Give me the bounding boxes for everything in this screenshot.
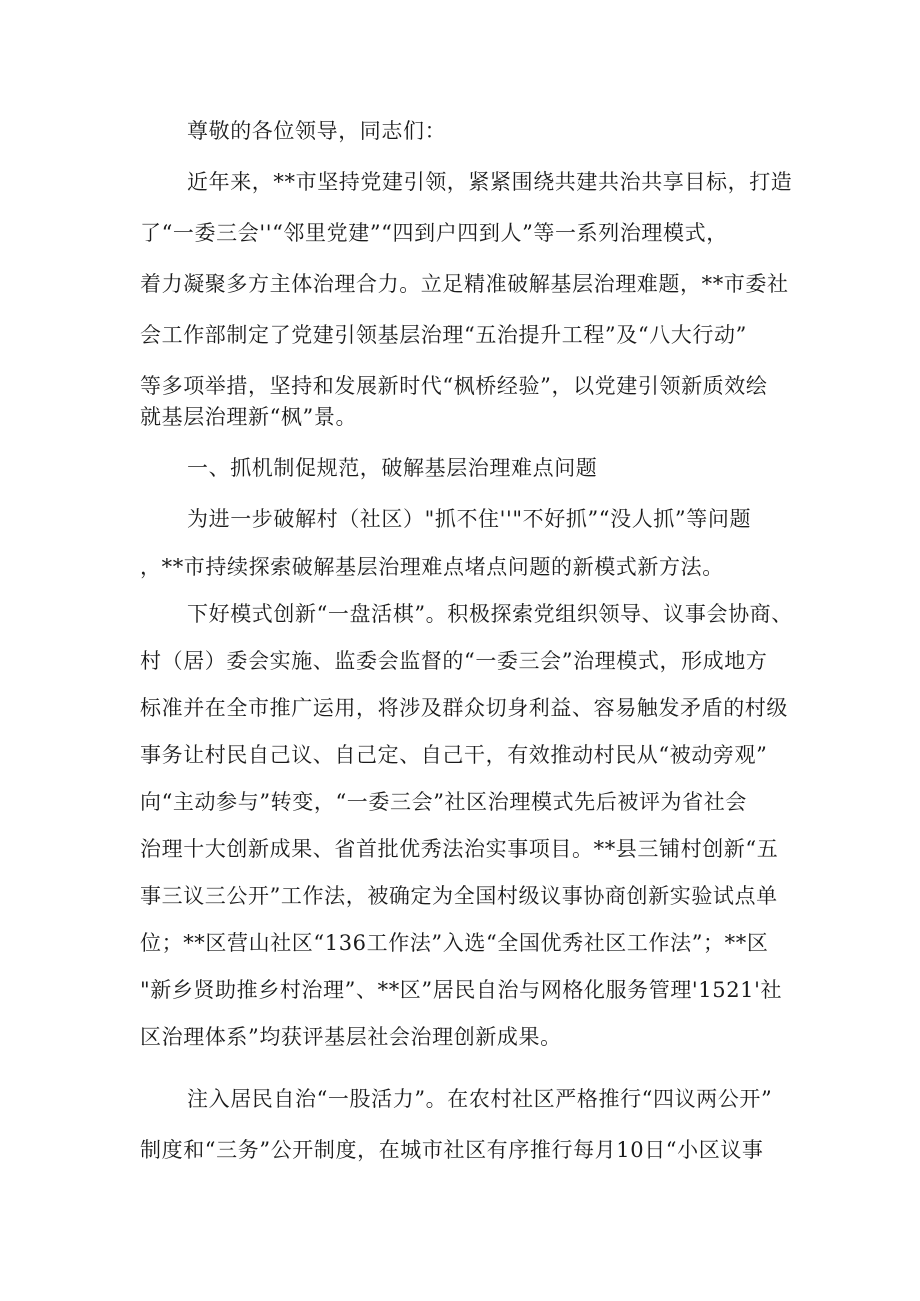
body-text-line: 制度和“三务”公开制度，在城市社区有序推行每月10日“小区议事 <box>140 1138 764 1162</box>
body-text-line: 为进一步破解村（社区）"抓不住''"不好抓”“没人抓”等问题 <box>187 507 752 531</box>
body-text-line: 位；**区营山社区“136工作法”入选“全国优秀社区工作法”；**区 <box>140 931 769 955</box>
body-text-line: 区治理体系”均获评基层社会治理创新成果。 <box>140 1025 562 1049</box>
body-text-line: 标准并在全市推广运用，将涉及群众切身利益、容易触发矛盾的村级 <box>140 696 788 720</box>
body-text-line: 村（居）委会实施、监委会监督的“一委三会”治理模式，形成地方 <box>140 649 768 673</box>
body-text-line: "新乡贤助推乡村治理”、**区”居民自治与网格化服务管理'1521'社 <box>140 978 783 1002</box>
body-text-line: 治理十大创新成果、省首批优秀法治实事项目。**县三铺村创新“五 <box>140 837 779 861</box>
body-text-line: 事三议三公开”工作法，被确定为全国村级议事协商创新实验试点单 <box>140 884 778 908</box>
body-text-line: 了“一委三会''“邻里党建”“四到户四到人”等一系列治理模式， <box>140 221 728 245</box>
body-text-line: 就基层治理新“枫”景。 <box>140 405 358 429</box>
body-text-line: 注入居民自治“一股活力”。在农村社区严格推行“四议两公开” <box>187 1087 773 1111</box>
body-text-line: 近年来，**市坚持党建引领，紧紧围绕共建共治共享目标，打造 <box>187 170 793 194</box>
body-text-line: 着力凝聚多方主体治理合力。立足精准破解基层治理难题，**市委社 <box>140 272 789 296</box>
body-text-line: 事务让村民自己议、自己定、自己干，有效推动村民从“被动旁观” <box>140 743 768 767</box>
section-heading: 一、抓机制促规范，破解基层治理难点问题 <box>187 456 598 480</box>
salutation: 尊敬的各位领导，同志们： <box>187 119 447 143</box>
body-text-line: 会工作部制定了党建引领基层治理“五治提升工程”及“八大行动” <box>140 323 747 347</box>
body-text-line: 等多项举措，坚持和发展新时代“枫桥经验”，以党建引领新质效绘 <box>140 374 768 398</box>
body-text-line: ，**市持续探索破解基层治理难点堵点问题的新模式新方法。 <box>140 555 724 579</box>
body-text-line: 向“主动参与”转变，“一委三会”社区治理模式先后被评为省社会 <box>140 790 747 814</box>
body-text-line: 下好模式创新“一盘活棋”。积极探索党组织领导、议事会协商、 <box>187 602 793 626</box>
